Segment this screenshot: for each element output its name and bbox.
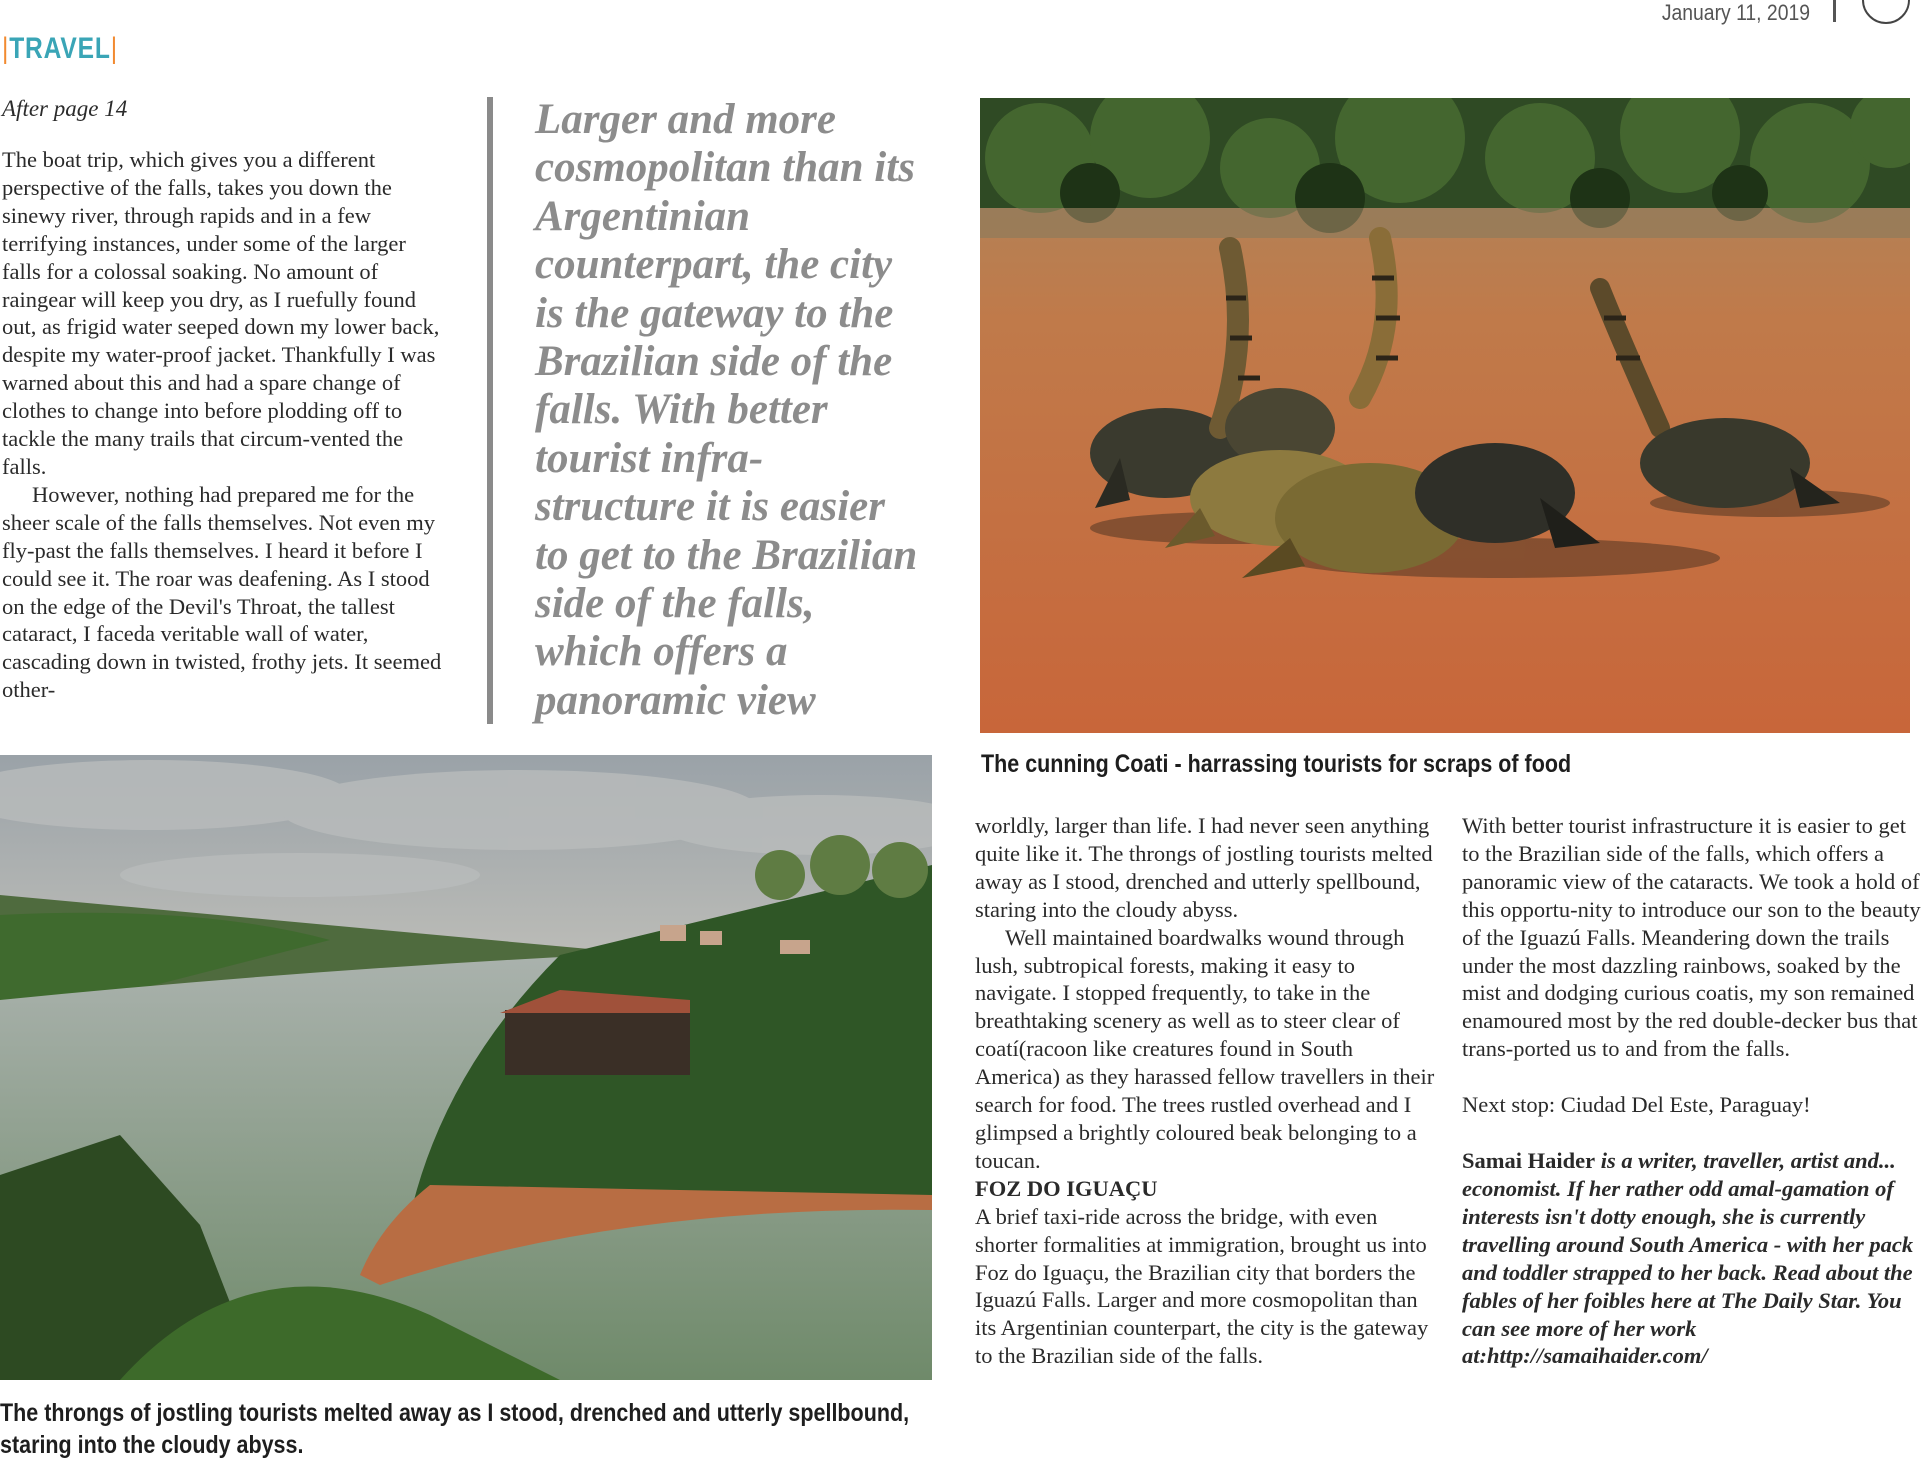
continued-from: After page 14 [2, 96, 128, 121]
coati-photo-caption: The cunning Coati - harrassing tourists for scraps of food [981, 750, 1572, 778]
section-label: |TRAVEL| [2, 32, 118, 65]
paragraph: A brief taxi-ride across the bridge, with even shorter formalities at immigration, brought us into Foz do Iguaçu, the Brazilian city that borders the Iguazú Falls. Larger and more cosmopolitan than its Argentinian counterpart, the city is the gateway to the Brazilian side of the falls. [975, 1203, 1429, 1369]
paragraph: worldly, larger than life. I had never seen anything quite like it. The throngs of jostling tourists melted away as I stood, drenched and utterly spellbound, staring into the cloudy abyss. [975, 813, 1433, 922]
next-stop-line: Next stop: Ciudad Del Este, Paraguay! [1462, 1092, 1811, 1118]
author-bio-text: is a writer, traveller, artist and... economist. If her rather odd amal-gamation of interests isn't dotty enough, she is currently travelling around South America - with her pack and toddler strapped to her back. Read about the fables of her foibles here at The Daily Star. You can see more of her work at:http://samaihaider.com/ [1462, 1148, 1914, 1369]
paragraph: The boat trip, which gives you a different perspective of the falls, takes you down the sinewy river, through rapids and in a few terrifying instances, under some of the larger falls for a colossal soaking. No amount of raingear will keep you dry, as I ruefully found out, as frigid water seeped down my lower back, despite my water-proof jacket. Thankfully I was warned about this and had a spare change of clothes to change into before plodding off to tackle the many trails that circum-vented the falls. [2, 147, 440, 479]
section-name: TRAVEL [9, 32, 111, 65]
paragraph: However, nothing had prepared me for the sheer scale of the falls themselves. Not even my fly-past the falls themselves. I heard it before I could see it. The roar was deafening. As I stood on the edge of the Devil's Throat, the tallest cataract, I faceda veritable wall of water, cascading down in twisted, frothy jets. It seemed other- [2, 481, 442, 703]
header-divider [1833, 0, 1836, 22]
author-name: Samai Haider [1462, 1148, 1596, 1174]
paragraph: Well maintained boardwalks wound through lush, subtropical forests, making it easy to navigate. I stopped frequently, to take in the breathtaking scenery as well as to steer clear of coatí(racoon like creatures found in South America) as they harassed fellow travellers in their search for food. The trees rustled overhead and I glimpsed a brightly coloured beak belonging to a toucan. [975, 924, 1435, 1173]
right-column-text [1462, 812, 1922, 1370]
subheading-foz-do-iguacu: FOZ DO IGUAÇU [975, 1175, 1158, 1201]
author-bio [1462, 1147, 1922, 1370]
issue-date: January 11, 2019 [1661, 0, 1810, 25]
river-photo [0, 755, 932, 1380]
paragraph: With better tourist infrastructure it is easier to get to the Brazilian side of the falls, which offers a panoramic view of the cataracts. We took a hold of this opportu-nity to introduce our son to the beauty of the Iguazú Falls. Meandering down the trails under the most dazzling rainbows, soaked by the mist and dodging curious coatis, my son remained enamoured most by the red double-decker bus that trans-ported us to and from the falls. [1462, 813, 1921, 1062]
river-photo-caption: The throngs of jostling tourists melted away as I stood, drenched and utterly spellbound, staring into the cloudy abyss. [0, 1399, 910, 1459]
coati-photo [980, 98, 1910, 733]
pull-quote: Larger and more cosmopolitan than its Argentinian counterpart, the city is the gateway to the Brazilian side of the falls. With better tourist infra-structure it is easier to get to the Brazilian side of the falls, which offers a panoramic view [535, 96, 918, 724]
pull-quote-rule [487, 97, 493, 724]
middle-column-text [975, 812, 1435, 1370]
page-marker-circle [1862, 0, 1910, 24]
left-column-text [2, 146, 450, 704]
